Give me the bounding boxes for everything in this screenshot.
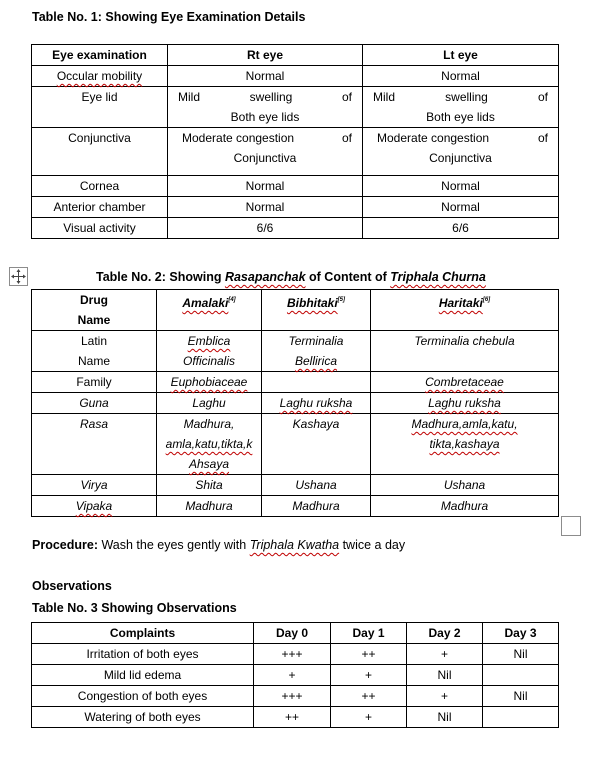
table3-caption: Table No. 3 Showing Observations: [32, 601, 237, 615]
cell-rt: Moderate congestion of Conjunctiva: [168, 128, 363, 176]
header-eye-examination: Eye examination: [32, 45, 168, 66]
table-header-row: [32, 45, 559, 66]
cell-bibhitaki: Laghu ruksha: [262, 393, 371, 414]
row-label: Cornea: [32, 176, 168, 197]
table-row: [32, 475, 559, 496]
cell-lt: Moderate congestion of Conjunctiva: [363, 128, 559, 176]
cell-haritaki: Laghu ruksha: [371, 393, 559, 414]
cell-amalaki: Emblica Officinalis: [157, 331, 262, 372]
header-complaints: Complaints: [32, 623, 254, 644]
cell-bibhitaki: Madhura: [262, 496, 371, 517]
row-label: Visual activity: [32, 218, 168, 239]
row-label: Vipaka: [32, 496, 157, 517]
observations-table: [31, 622, 559, 728]
cell-day-2: +: [407, 644, 483, 665]
header-rt-eye: Rt eye: [168, 45, 363, 66]
table-row: [32, 665, 559, 686]
cell-lt: Normal: [363, 66, 559, 87]
cell-rt: 6/6: [168, 218, 363, 239]
table-row: [32, 176, 559, 197]
row-label: Occular mobility: [32, 66, 168, 87]
cell-lt: Normal: [363, 176, 559, 197]
header-amalaki: Amalaki[4]: [157, 290, 262, 331]
row-label: Conjunctiva: [32, 128, 168, 176]
table1-caption: Table No. 1: Showing Eye Examination Details: [32, 10, 306, 24]
cell-haritaki: Madhura,amla,katu, tikta,kashaya: [371, 414, 559, 475]
cell-rt: Normal: [168, 197, 363, 218]
row-label: Anterior chamber: [32, 197, 168, 218]
cell-day-1: ++: [331, 686, 407, 707]
cell-day-1: ++: [331, 644, 407, 665]
cell-bibhitaki: Kashaya: [262, 414, 371, 475]
table-row: [32, 686, 559, 707]
cell-bibhitaki: Ushana: [262, 475, 371, 496]
cell-haritaki: Terminalia chebula: [371, 331, 559, 372]
header-day-1: Day 1: [331, 623, 407, 644]
cell-amalaki: Shita: [157, 475, 262, 496]
cell-haritaki: Madhura: [371, 496, 559, 517]
eye-examination-table: [31, 44, 559, 239]
cell-rt: Normal: [168, 176, 363, 197]
table-row: [32, 66, 559, 87]
cell-lt: Normal: [363, 197, 559, 218]
table-move-handle-icon[interactable]: [9, 267, 28, 286]
cell-amalaki: Euphobiaceae: [157, 372, 262, 393]
cell-lt: 6/6: [363, 218, 559, 239]
table-row: [32, 372, 559, 393]
cell-haritaki: Ushana: [371, 475, 559, 496]
cell-day-0: +++: [254, 644, 331, 665]
cell-day-2: Nil: [407, 707, 483, 728]
cell-amalaki: Madhura, amla,katu,tikta,k Ahsaya: [157, 414, 262, 475]
cell-lt: Mild swelling of Both eye lids: [363, 87, 559, 128]
table-row: [32, 414, 559, 475]
cell-complaint: Mild lid edema: [32, 665, 254, 686]
cell-complaint: Congestion of both eyes: [32, 686, 254, 707]
row-label: Virya: [32, 475, 157, 496]
table-row: [32, 707, 559, 728]
cell-day-0: +: [254, 665, 331, 686]
table-header-row: [32, 290, 559, 331]
table-row: [32, 393, 559, 414]
cell-bibhitaki: Terminalia Bellirica: [262, 331, 371, 372]
cell-day-2: Nil: [407, 665, 483, 686]
procedure-paragraph: Procedure: Wash the eyes gently with Triphala Kwatha twice a day: [32, 538, 406, 552]
cell-amalaki: Madhura: [157, 496, 262, 517]
cell-amalaki: Laghu: [157, 393, 262, 414]
table-header-row: [32, 623, 559, 644]
header-drug-name: Drug Name: [32, 290, 157, 331]
row-label: Latin Name: [32, 331, 157, 372]
cell-rt: Normal: [168, 66, 363, 87]
table-row: [32, 128, 559, 176]
header-bibhitaki: Bibhitaki[5]: [262, 290, 371, 331]
table-row: [32, 644, 559, 665]
rasapanchak-table: [31, 289, 559, 517]
table-resize-handle-icon[interactable]: [561, 516, 581, 536]
cell-day-0: +++: [254, 686, 331, 707]
table-row: [32, 496, 559, 517]
row-label: Rasa: [32, 414, 157, 475]
header-haritaki: Haritaki[6]: [371, 290, 559, 331]
row-label: Guna: [32, 393, 157, 414]
cell-day-1: +: [331, 707, 407, 728]
header-day-2: Day 2: [407, 623, 483, 644]
row-label: Family: [32, 372, 157, 393]
cell-day-3: Nil: [483, 644, 559, 665]
cell-bibhitaki: [262, 372, 371, 393]
row-label: Eye lid: [32, 87, 168, 128]
cell-day-2: +: [407, 686, 483, 707]
cell-day-3: [483, 707, 559, 728]
cell-complaint: Irritation of both eyes: [32, 644, 254, 665]
header-day-3: Day 3: [483, 623, 559, 644]
table-row: [32, 331, 559, 372]
cell-rt: Mild swelling of Both eye lids: [168, 87, 363, 128]
table-row: [32, 218, 559, 239]
cell-day-0: ++: [254, 707, 331, 728]
header-day-0: Day 0: [254, 623, 331, 644]
cell-haritaki: Combretaceae: [371, 372, 559, 393]
cell-complaint: Watering of both eyes: [32, 707, 254, 728]
table2-caption: Table No. 2: Showing Rasapanchak of Content of Triphala Churna: [96, 270, 486, 284]
header-lt-eye: Lt eye: [363, 45, 559, 66]
cell-day-1: +: [331, 665, 407, 686]
table-row: [32, 87, 559, 128]
table-row: [32, 197, 559, 218]
cell-day-3: [483, 665, 559, 686]
observations-heading: Observations: [32, 579, 112, 593]
cell-day-3: Nil: [483, 686, 559, 707]
